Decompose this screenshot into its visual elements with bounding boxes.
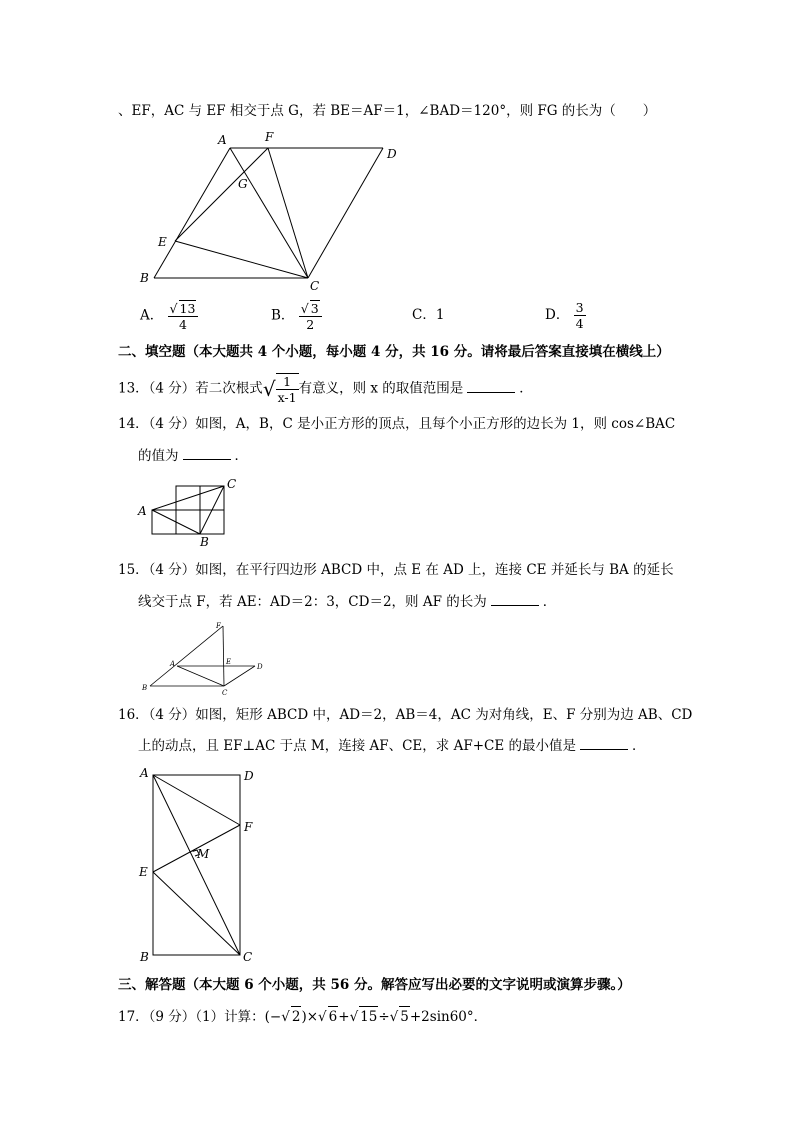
q12-figure: [130, 128, 420, 298]
q12-label-b: B: [140, 271, 149, 285]
q14-line2: 的值为 ．: [138, 448, 248, 464]
q14-label-a: A: [138, 504, 147, 518]
q16-line2: 上的动点，且 EF⊥AC 于点 M，连接 AF、CE，求 AF+CE 的最小值是 ．: [138, 738, 646, 754]
q12-choice-d: D． $\frac{3}{4}$: [545, 300, 584, 331]
q16-label-f: F: [244, 820, 253, 834]
q12-label-d: D: [387, 147, 397, 161]
q12-label-f: F: [265, 130, 274, 144]
q14-label-c: C: [227, 477, 237, 491]
q12-label-c: C: [310, 279, 320, 293]
q16-line1: 16．（4 分）如图，矩形 ABCD 中，AD＝2，AB＝4，AC 为对角线，E、F 分别为边 AB、CD: [118, 707, 693, 723]
q12-choice-c: C．1: [412, 307, 445, 323]
q13-answer-blank[interactable]: [467, 380, 515, 393]
q16-label-m: M: [197, 847, 210, 861]
q13-text: 13．（4 分）若二次根式√ $\frac{1}{x-1}$ 有意义，则 x 的取值范围是 ．: [118, 374, 533, 405]
q16-label-c: C: [243, 950, 253, 964]
q12-choice-b: B． $\frac{√ 3}{2}$: [271, 300, 322, 332]
q12-choice-a: A． $\frac{√ 13}{4}$: [140, 300, 198, 332]
q16-figure: [135, 765, 265, 970]
q17-text: 17．（9 分）（1）计算：(−√ 2)×√ 6+√ 15÷√ 5+2sin60°．: [118, 1006, 487, 1027]
q14-figure: [135, 476, 245, 548]
q16-label-a: A: [140, 766, 149, 780]
q12-text: 、EF，AC 与 EF 相交于点 G，若 BE＝AF＝1，∠BAD＝120°，则 FG 的长为（ ）: [118, 103, 657, 119]
q12-label-e: E: [158, 235, 167, 249]
section-2-heading: 二、填空题（本大题共 4 个小题，每小题 4 分，共 16 分。请将最后答案直接填在横线上）: [118, 344, 670, 360]
q15-answer-blank[interactable]: [491, 593, 539, 606]
q15-label-e: E: [226, 658, 232, 666]
section-3-heading: 三、解答题（本大题 6 个小题，共 56 分。解答应写出必要的文字说明或演算步骤。）: [118, 977, 631, 993]
q15-label-d: D: [257, 663, 263, 671]
q15-label-b: B: [142, 684, 148, 692]
q14-label-b: B: [200, 535, 209, 549]
q12-label-a: A: [218, 133, 227, 147]
q16-answer-blank[interactable]: [580, 737, 628, 750]
q16-label-b: B: [140, 950, 149, 964]
q15-label-a: A: [170, 660, 176, 668]
q15-line1: 15．（4 分）如图，在平行四边形 ABCD 中，点 E 在 AD 上，连接 CE 并延长与 BA 的延长: [118, 562, 674, 578]
q16-label-d: D: [244, 769, 254, 783]
q15-label-f: F: [216, 622, 221, 630]
q14-line1: 14．（4 分）如图，A，B，C 是小正方形的顶点，且每个小正方形的边长为 1，则 cos∠BAC: [118, 416, 676, 432]
q15-line2: 线交于点 F，若 AE：AD＝2：3，CD＝2，则 AF 的长为 ．: [138, 594, 557, 610]
q15-figure: [138, 620, 273, 700]
q14-answer-blank[interactable]: [183, 447, 231, 460]
q16-label-e: E: [139, 865, 148, 879]
q15-label-c: C: [222, 689, 228, 697]
q12-label-g: G: [238, 177, 248, 191]
